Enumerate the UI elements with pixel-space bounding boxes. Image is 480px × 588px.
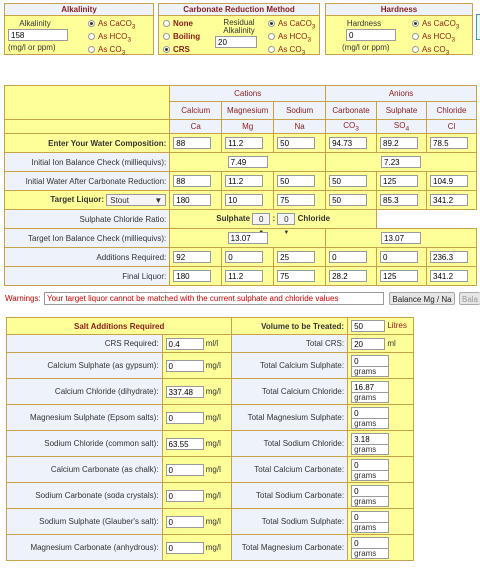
- salt-row: [7, 509, 414, 535]
- total-value: 20: [351, 338, 385, 350]
- ratio-chloride-label: Chloride: [297, 214, 331, 224]
- row-target: [5, 191, 170, 210]
- add-so4-value: 0: [380, 251, 418, 263]
- salt-unit: mg/l: [205, 438, 221, 448]
- final-cell-so4: [377, 267, 427, 286]
- final-cell-cl: [427, 267, 477, 286]
- carb-radio-none[interactable]: [163, 20, 170, 27]
- salt-title: Salt Additions Required: [7, 318, 232, 335]
- final-na-value: 75: [277, 270, 315, 282]
- salt-additions-table: [6, 317, 414, 561]
- total-value: 0: [351, 485, 389, 497]
- sym-mg: Mg: [222, 120, 274, 134]
- salt-unit: ml/l: [205, 338, 219, 348]
- total-unit: grams: [351, 523, 389, 533]
- salt-label: CRS Required:: [7, 335, 163, 353]
- balance2-anions-cell: [326, 229, 477, 248]
- final-cell-mg: [222, 267, 274, 286]
- total-value-cell: [348, 509, 414, 535]
- add-cl-value: 236.3: [430, 251, 468, 263]
- balance1-cations-cell: [170, 153, 326, 172]
- hardness-title: Hardness: [326, 4, 472, 16]
- ratio-blank: [377, 210, 477, 229]
- comp-mg-input[interactable]: 11.2: [225, 137, 263, 149]
- salt-value-cell: [162, 379, 232, 405]
- total-value: 0: [351, 407, 389, 419]
- residual-label-2: Alkalinity: [223, 26, 255, 35]
- total-unit: grams: [351, 549, 389, 559]
- total-value: 3.18: [351, 433, 389, 445]
- total-unit: grams: [351, 367, 389, 377]
- add-cell-co3: [326, 248, 377, 267]
- salt-value-cell: [162, 405, 232, 431]
- sym-cl: Cl: [427, 120, 477, 134]
- sym-co3: $CO_3$: [326, 120, 377, 134]
- salt-value-input[interactable]: 0: [166, 464, 204, 476]
- panel-edge-fragment: [476, 14, 480, 40]
- carbonate-title: Carbonate Reduction Method: [159, 4, 319, 16]
- final-cell-na: [274, 267, 326, 286]
- sym-na: Na: [274, 120, 326, 134]
- salt-value-input[interactable]: 0: [166, 412, 204, 424]
- balance1-anions-cell: [326, 153, 477, 172]
- hardness-panel: [325, 3, 473, 55]
- salt-row: [7, 353, 414, 379]
- salt-unit: mg/l: [205, 490, 221, 500]
- col-magnesium: Magnesium: [222, 101, 274, 119]
- chevron-down-icon: ▼: [154, 196, 163, 205]
- comp-cell-co3: [326, 134, 377, 153]
- total-value: 0: [351, 459, 389, 471]
- after-cell-co3: [326, 172, 377, 191]
- col-carbonate: Carbonate: [326, 101, 377, 119]
- alk-radio-caco3[interactable]: [88, 20, 95, 27]
- anions-header: Anions: [326, 86, 477, 102]
- target-mg-input[interactable]: 10: [225, 194, 263, 206]
- balance2-anions-value: 13.07: [381, 232, 421, 244]
- total-value-cell: [348, 457, 414, 483]
- salt-row: [7, 483, 414, 509]
- add-ca-value: 92: [173, 251, 211, 263]
- row-label-ratio: Sulphate Chloride Ratio:: [5, 210, 170, 229]
- carb-as-opt-caco3: As CaCO$_3$: [278, 19, 316, 31]
- hard-radio-caco3[interactable]: [412, 20, 419, 27]
- salt-label: Sodium Chloride (common salt):: [7, 431, 163, 457]
- alk-opt-co3: As $CO_3$: [98, 45, 126, 57]
- row-label-target: Target Liquor:: [50, 195, 105, 205]
- after-co3-value: 50: [329, 175, 367, 187]
- alk-radio-co3[interactable]: [88, 46, 95, 53]
- salt-value-cell: [162, 483, 232, 509]
- salt-unit: mg/l: [205, 360, 221, 370]
- target-co3-input[interactable]: 50: [329, 194, 367, 206]
- total-label: Total Calcium Carbonate:: [232, 457, 348, 483]
- chloride-ratio-select[interactable]: [277, 213, 295, 236]
- total-value-cell: [348, 353, 414, 379]
- volume-unit: Litres: [387, 321, 407, 331]
- volume-label: Volume to be Treated:: [232, 318, 348, 335]
- row-label-balance1: Initial Ion Balance Check (milliequivs):: [5, 153, 170, 172]
- comp-cell-cl: [427, 134, 477, 153]
- total-value-cell: [348, 431, 414, 457]
- total-label: Total Magnesium Sulphate:: [232, 405, 348, 431]
- after-na-value: 50: [277, 175, 315, 187]
- balance-mg-na-button[interactable]: Balance Mg / Na: [389, 292, 455, 305]
- final-mg-value: 11.2: [225, 270, 263, 282]
- balance-button-2[interactable]: Bala: [459, 292, 480, 305]
- col-sodium: Sodium: [274, 101, 326, 119]
- target-cl-input[interactable]: 341.2: [430, 194, 468, 206]
- col-sulphate: Sulphate: [377, 101, 427, 119]
- hard-radio-hco3[interactable]: [412, 33, 419, 40]
- carb-opt-none: None: [173, 19, 193, 28]
- add-mg-value: 0: [225, 251, 263, 263]
- salt-unit: mg/l: [205, 516, 221, 526]
- chevron-down-icon: ▼: [283, 230, 290, 236]
- total-value-cell: [348, 483, 414, 509]
- salt-label: Sodium Sulphate (Glauber's salt):: [7, 509, 163, 535]
- salt-value-cell: [162, 335, 232, 353]
- carb-as-opt-hco3: As $HCO_3$: [278, 32, 312, 44]
- target-liquor-select[interactable]: [106, 194, 166, 206]
- sulphate-ratio-value: 0: [259, 215, 264, 224]
- total-value: 16.87: [351, 381, 389, 393]
- target-so4-input[interactable]: 85.3: [380, 194, 418, 206]
- warnings-label: Warnings:: [5, 294, 41, 303]
- row-label-additions: Additions Required:: [5, 248, 170, 267]
- salt-label: Sodium Carbonate (soda crystals):: [7, 483, 163, 509]
- salt-value-input[interactable]: 0: [166, 360, 204, 372]
- row-label-final: Final Liquor:: [5, 267, 170, 286]
- salt-value-input[interactable]: 0.4: [166, 338, 204, 350]
- total-unit: grams: [351, 419, 389, 429]
- total-unit: grams: [351, 471, 389, 481]
- salt-label: Magnesium Carbonate (anhydrous):: [7, 535, 163, 561]
- total-label: Total Sodium Chloride:: [232, 431, 348, 457]
- salt-unit: mg/l: [205, 542, 221, 552]
- residual-label-1: Residual: [223, 18, 255, 27]
- hard-radio-co3[interactable]: [412, 46, 419, 53]
- total-value-cell: [348, 535, 414, 561]
- total-unit: ml: [387, 338, 396, 348]
- col-chloride: Chloride: [427, 101, 477, 119]
- salt-value-input[interactable]: 337.48: [166, 386, 204, 398]
- ion-table: [4, 85, 477, 286]
- ion-header-blank: [5, 86, 170, 120]
- balance2-cations-cell: [170, 229, 326, 248]
- sym-ca: Ca: [170, 120, 222, 134]
- hardness-unit: (mg/l or ppm): [342, 43, 390, 52]
- carb-as-opt-co3: As $CO_3$: [278, 45, 306, 57]
- comp-ca-input[interactable]: 88: [173, 137, 211, 149]
- add-cell-cl: [427, 248, 477, 267]
- after-cl-value: 104.9: [430, 175, 468, 187]
- salt-value-input[interactable]: 0: [166, 516, 204, 528]
- salt-value-cell: [162, 353, 232, 379]
- alk-opt-hco3: As $HCO_3$: [98, 32, 132, 44]
- warning-message: Your target liquor cannot be matched with the current sulphate and chloride values: [44, 292, 384, 305]
- target-cell-na: [274, 191, 326, 210]
- salt-row: [7, 457, 414, 483]
- ratio-sulphate-label: Sulphate: [216, 214, 251, 224]
- salt-unit: mg/l: [205, 386, 221, 396]
- total-label: Total Sodium Carbonate:: [232, 483, 348, 509]
- target-cell-so4: [377, 191, 427, 210]
- alkalinity-title: Alkalinity: [5, 4, 153, 16]
- after-so4-value: 125: [380, 175, 418, 187]
- salt-row: [7, 335, 414, 353]
- hard-opt-hco3: As $HCO_3$: [422, 32, 456, 44]
- carbonate-panel: [158, 3, 320, 55]
- target-ca-input[interactable]: 180: [173, 194, 211, 206]
- alk-opt-caco3: As CaCO$_3$: [98, 19, 136, 31]
- hardness-input[interactable]: 0: [346, 29, 396, 41]
- salt-value-cell: [162, 535, 232, 561]
- row-label-after-reduction: Initial Water After Carbonate Reduction:: [5, 172, 170, 191]
- comp-na-input[interactable]: 50: [277, 137, 315, 149]
- total-value: 0: [351, 537, 389, 549]
- carb-as-radio-hco3[interactable]: [268, 33, 275, 40]
- comp-cell-mg: [222, 134, 274, 153]
- salt-label: Calcium Carbonate (as chalk):: [7, 457, 163, 483]
- comp-cl-input[interactable]: 78.5: [430, 137, 468, 149]
- salt-value-input[interactable]: 63.55: [166, 438, 204, 450]
- cations-header: Cations: [170, 86, 326, 102]
- salt-value-cell: [162, 457, 232, 483]
- comp-so4-input[interactable]: 89.2: [380, 137, 418, 149]
- salt-label: Calcium Chloride (dihydrate):: [7, 379, 163, 405]
- residual-alkalinity-input[interactable]: 20: [215, 36, 257, 48]
- final-co3-value: 28.2: [329, 270, 367, 282]
- hard-opt-caco3: As CaCO$_3$: [422, 19, 460, 31]
- salt-unit: mg/l: [205, 412, 221, 422]
- target-cell-cl: [427, 191, 477, 210]
- final-cell-ca: [170, 267, 222, 286]
- total-value-cell: [348, 405, 414, 431]
- carb-opt-boiling: Boiling: [173, 32, 201, 41]
- total-unit: grams: [351, 445, 389, 455]
- hard-opt-co3: As $CO_3$: [422, 45, 450, 57]
- total-label: Total Calcium Sulphate:: [232, 353, 348, 379]
- add-na-value: 25: [277, 251, 315, 263]
- alk-radio-hco3[interactable]: [88, 33, 95, 40]
- ratio-cell: Sulphate 0 : 0 ▼ Chloride: [170, 210, 377, 229]
- add-cell-mg: [222, 248, 274, 267]
- after-cell-ca: [170, 172, 222, 191]
- carb-radio-boiling[interactable]: [163, 33, 170, 40]
- final-ca-value: 180: [173, 270, 211, 282]
- add-cell-so4: [377, 248, 427, 267]
- target-na-input[interactable]: 75: [277, 194, 315, 206]
- after-cell-cl: [427, 172, 477, 191]
- target-cell-mg: [222, 191, 274, 210]
- salt-value-input[interactable]: 0: [166, 542, 204, 554]
- carb-as-radio-caco3[interactable]: [268, 20, 275, 27]
- comp-cell-ca: [170, 134, 222, 153]
- salt-label: Calcium Sulphate (as gypsum):: [7, 353, 163, 379]
- total-value: 0: [351, 355, 389, 367]
- total-value: 0: [351, 511, 389, 523]
- after-cell-mg: [222, 172, 274, 191]
- final-cl-value: 341.2: [430, 270, 468, 282]
- sym-so4: $SO_4$: [377, 120, 427, 134]
- salt-row: [7, 535, 414, 561]
- col-calcium: Calcium: [170, 101, 222, 119]
- sulphate-ratio-select[interactable]: [252, 213, 270, 225]
- comp-cell-na: [274, 134, 326, 153]
- salt-value-input[interactable]: 0: [166, 490, 204, 502]
- alkalinity-label: Alkalinity: [19, 19, 51, 28]
- carb-opt-crs: CRS: [173, 45, 190, 54]
- salt-row: [7, 405, 414, 431]
- total-label: Total Calcium Chloride:: [232, 379, 348, 405]
- after-ca-value: 88: [173, 175, 211, 187]
- sym-blank: [5, 120, 170, 134]
- salt-value-cell: [162, 509, 232, 535]
- total-value-cell: [348, 335, 414, 353]
- carb-as-radio-co3[interactable]: [268, 46, 275, 53]
- salt-value-cell: [162, 431, 232, 457]
- salt-unit: mg/l: [205, 464, 221, 474]
- final-so4-value: 125: [380, 270, 418, 282]
- total-value-cell: [348, 379, 414, 405]
- total-label: Total Sodium Sulphate:: [232, 509, 348, 535]
- comp-co3-input[interactable]: 94.73: [329, 137, 367, 149]
- after-mg-value: 11.2: [225, 175, 263, 187]
- salt-row: [7, 431, 414, 457]
- chloride-ratio-value: 0: [284, 215, 289, 224]
- alkalinity-input[interactable]: 158: [8, 29, 68, 41]
- total-label: Total CRS:: [232, 335, 348, 353]
- volume-input[interactable]: 50: [351, 320, 385, 332]
- volume-cell: [348, 318, 414, 335]
- row-label-balance2: Target Ion Balance Check (milliequivs):: [5, 229, 170, 248]
- alkalinity-unit: (mg/l or ppm): [8, 43, 56, 52]
- target-liquor-value: Stout: [110, 196, 129, 205]
- add-cell-ca: [170, 248, 222, 267]
- salt-row: [7, 379, 414, 405]
- balance1-anions-value: 7.23: [381, 156, 421, 168]
- hardness-label: Hardness: [346, 19, 382, 28]
- add-co3-value: 0: [329, 251, 367, 263]
- target-cell-co3: [326, 191, 377, 210]
- final-cell-co3: [326, 267, 377, 286]
- balance1-cations-value: 7.49: [228, 156, 268, 168]
- total-unit: grams: [351, 497, 389, 507]
- salt-label: Magnesium Sulphate (Epsom salts):: [7, 405, 163, 431]
- add-cell-na: [274, 248, 326, 267]
- target-cell-ca: [170, 191, 222, 210]
- total-label: Total Magnesium Carbonate:: [232, 535, 348, 561]
- row-label-composition: Enter Your Water Composition:: [5, 134, 170, 153]
- total-unit: grams: [351, 393, 389, 403]
- after-cell-na: [274, 172, 326, 191]
- after-cell-so4: [377, 172, 427, 191]
- comp-cell-so4: [377, 134, 427, 153]
- alkalinity-panel: [4, 3, 154, 55]
- balance2-cations-value: 13.07: [228, 232, 268, 244]
- carb-radio-crs[interactable]: [163, 46, 170, 53]
